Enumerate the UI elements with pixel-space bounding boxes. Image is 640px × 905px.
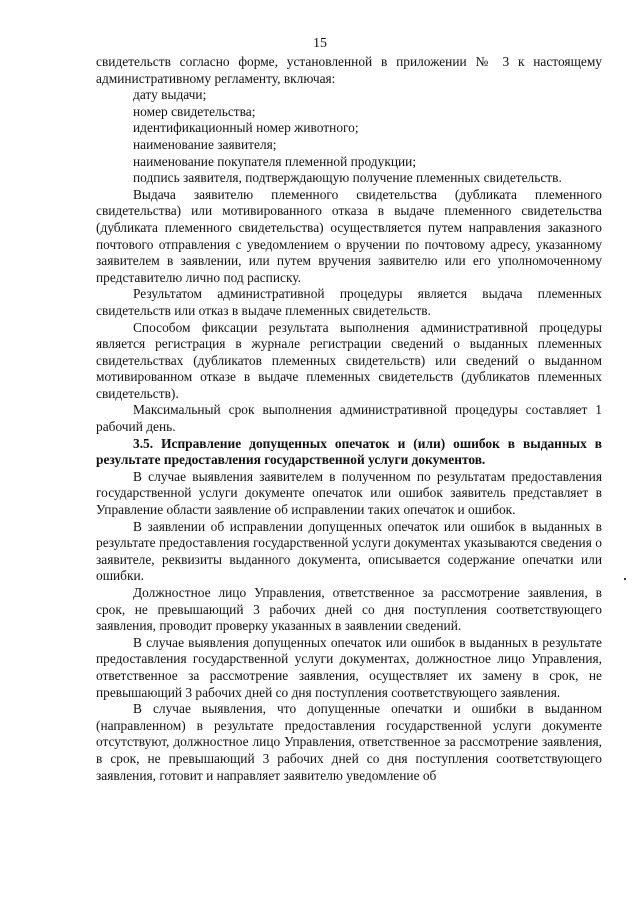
scan-speck bbox=[624, 578, 626, 580]
paragraph-replacement: В случае выявления допущенных опечаток или ошибок в выданных в результате предоставления государственной услуги документах, должностное лицо Управления, ответственное за рассмотрение заявления, осуществляет их замену в срок, не превышающий 3 рабочих дней со дня поступления соответствующего заявления. bbox=[96, 634, 602, 700]
list-item: дату выдачи; bbox=[133, 87, 207, 103]
details-list bbox=[96, 87, 602, 187]
list-item: номер свидетельства; bbox=[133, 103, 256, 119]
paragraph-result: Результатом административной процедуры является выдача племенных свидетельств или отказ в выдаче племенных свидетельств. bbox=[96, 286, 602, 318]
paragraph-verification: Должностное лицо Управления, ответственное за рассмотрение заявления, в срок, не превышающий 3 рабочих дней со дня поступления соответствующего заявления, проводит проверку указанных в заявлении сведений. bbox=[96, 585, 602, 634]
list-item: идентификационный номер животного; bbox=[133, 120, 359, 136]
page-number: 15 bbox=[313, 36, 327, 51]
list-item: наименование покупателя племенной продукции; bbox=[133, 153, 417, 169]
paragraph-max-term: Максимальный срок выполнения административной процедуры составляет 1 рабочий день. bbox=[96, 402, 602, 435]
intro-paragraph: свидетельств согласно форме, установленной в приложении № 3 к настоящему административному регламенту, включая: bbox=[96, 54, 602, 86]
document-body bbox=[96, 54, 602, 784]
paragraph-detection: В случае выявления заявителем в полученном по результатам предоставления государственной услуги документе опечаток или ошибок заявитель представляет в Управление области заявление об исправлении таких опечаток и ошибок. bbox=[96, 468, 602, 518]
paragraph-no-errors: В случае выявления, что допущенные опечатки и ошибки в выданном (направленном) в результате предоставления государственной услуги документе отсутствуют, должностное лицо Управления, ответственное за рассмотрение заявления, в срок, не превышающий 3 рабочих дней со дня поступления соответствующего заявления, готовит и направляет заявителю уведомление об bbox=[96, 701, 602, 783]
list-item-signature: подпись заявителя, подтверждающую получение племенных свидетельств. bbox=[133, 170, 562, 186]
list-item: наименование заявителя; bbox=[133, 136, 277, 152]
section-heading: 3.5. Исправление допущенных опечаток и (или) ошибок в выданных в результате предоставления государственной услуги документов. bbox=[96, 435, 602, 468]
paragraph-application-contents: В заявлении об исправлении допущенных опечаток или ошибок в выданных в результате предоставления государственной услуги документах указываются сведения о заявителе, реквизиты выданного документа, описывается содержание опечатки или ошибки. bbox=[96, 518, 602, 584]
paragraph-recording: Способом фиксации результата выполнения административной процедуры является регистрация в журнале регистрации сведений о выданных племенных свидетельствах (дубликатов племенных свидетельств) или сведений о выданном мотивированном отказе в выдаче племенных свидетельств (дубликатов племенных свидетельств). bbox=[96, 319, 602, 401]
paragraph-issuance: Выдача заявителю племенного свидетельства (дубликата племенного свидетельства) или мотивированного отказа в выдаче племенного свидетельства (дубликата племенного свидетельства) осуществляется путем направления заказного почтового отправления с уведомлением о вручении по почтовому адресу, указанному заявителем в заявлении, или путем вручения заявителю или его уполномоченному представителю лично под расписку. bbox=[96, 186, 602, 285]
